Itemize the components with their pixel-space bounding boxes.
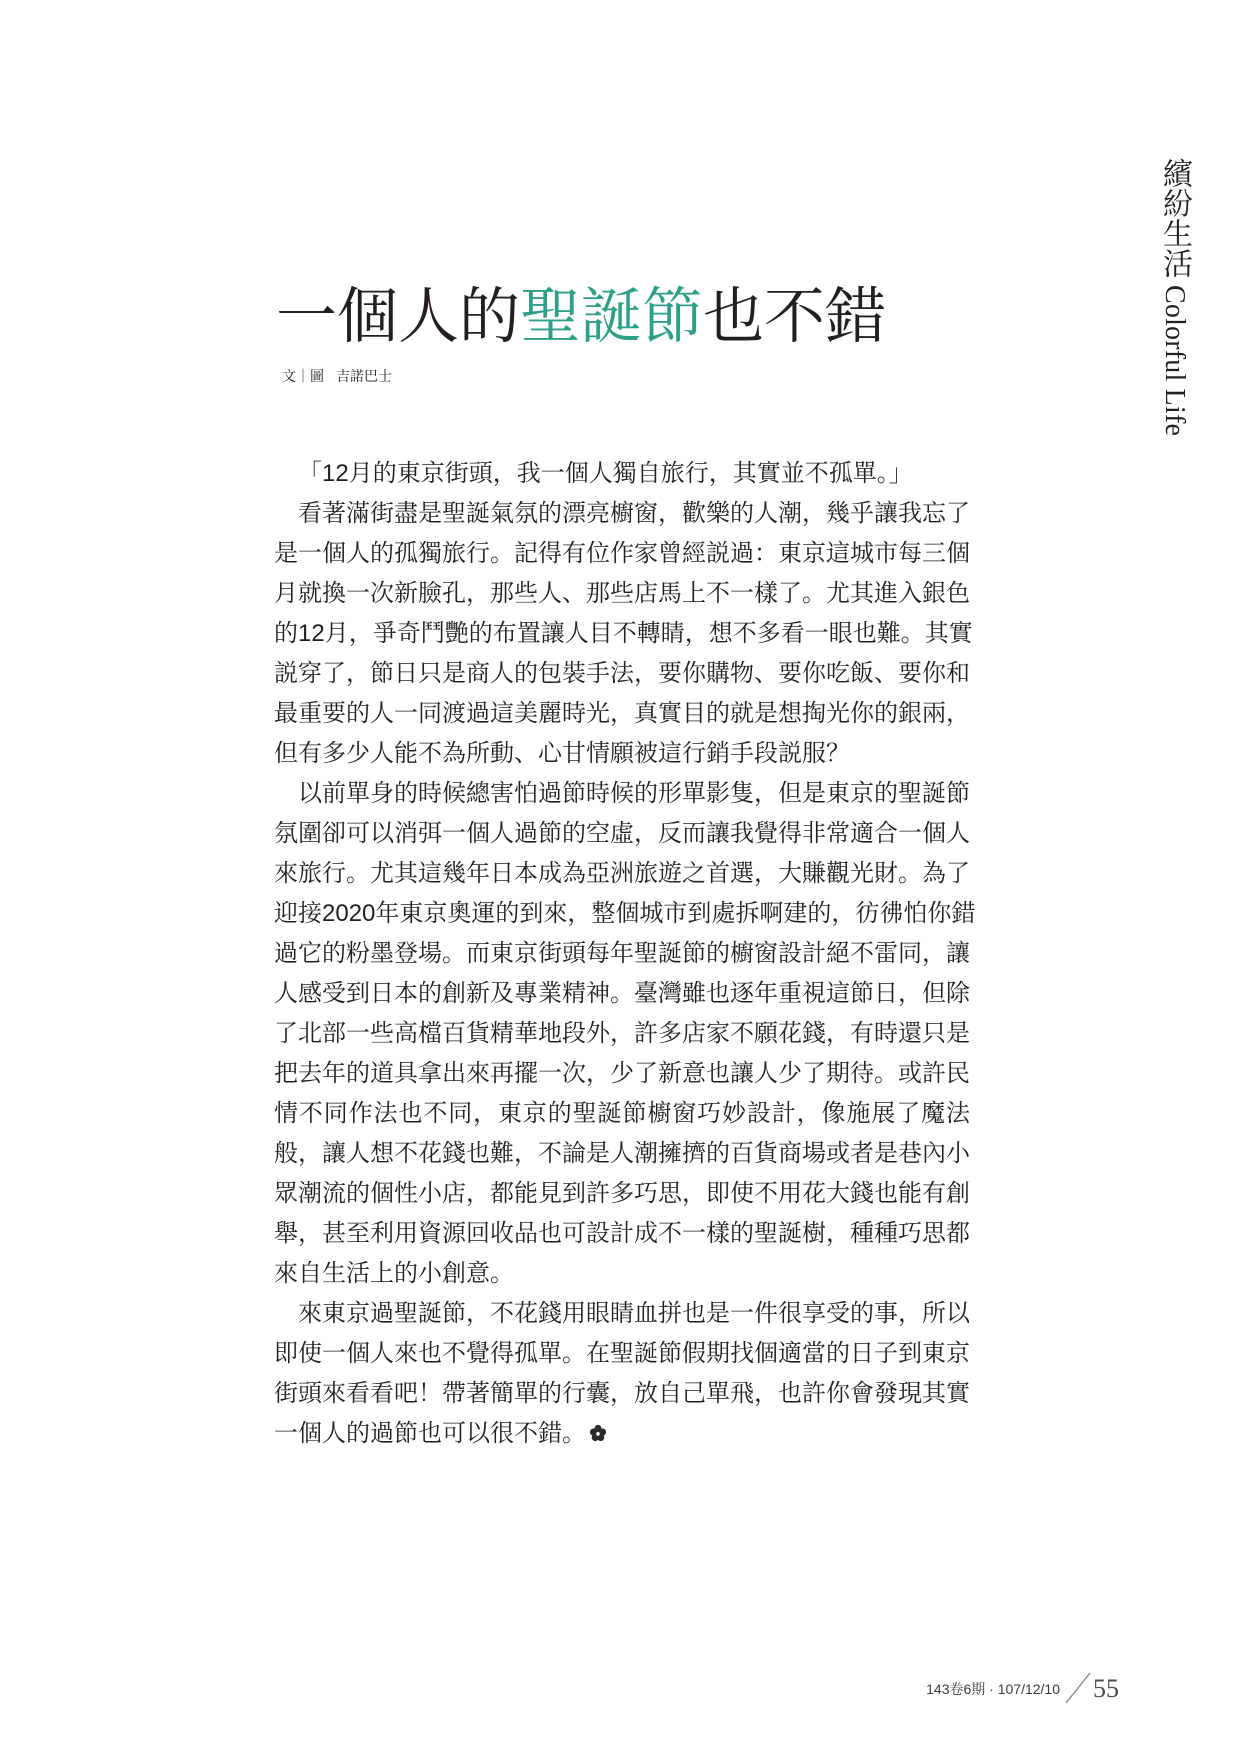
article-title [276,281,887,352]
footer-divider-slash [1064,1672,1092,1704]
body-line: 「12月的東京街頭，我一個人獨自旅行，其實並不孤單。」 [298,460,913,487]
section-label-en: Colorful Life [1159,285,1190,437]
body-line: 來旅行。尤其這幾年日本成為亞洲旅遊之首選，大賺觀光財。為了 [274,860,970,887]
body-line: 過它的粉墨登場。而東京街頭每年聖誕節的櫥窗設計絕不雷同，讓 [274,940,970,967]
body-line: 眾潮流的個性小店，都能見到許多巧思，即使不用花大錢也能有創 [274,1180,970,1207]
byline [282,367,392,385]
body-paragraph [274,1294,970,1454]
body-line: 説穿了，節日只是商人的包裝手法，要你購物、要你吃飯、要你和 [274,660,970,687]
body-line: 月就換一次新臉孔，那些人、那些店馬上不一樣了。尤其進入銀色 [274,580,970,607]
byline-author: 吉諾巴士 [336,368,392,384]
body-line: 情不同作法也不同，東京的聖誕節櫥窗巧妙設計，像施展了魔法 [274,1100,970,1127]
section-label [1157,158,1191,436]
body-paragraph [274,774,976,1294]
page-number: 55 [1093,1674,1119,1703]
body-paragraph [274,454,970,494]
body-line: 把去年的道具拿出來再擺一次，少了新意也讓人少了期待。或許民 [274,1060,970,1087]
body-line: 街頭來看看吧！帶著簡單的行囊，放自己單飛，也許你會發現其實 [274,1380,970,1407]
body-line: 氛圍卻可以消弭一個人過節的空虛，反而讓我覺得非常適合一個人 [274,820,970,847]
title-part-1: 一個人的 [276,281,521,352]
issue-info: 143卷6期 · 107/12/10 [926,1681,1060,1697]
body-line: 來東京過聖誕節，不花錢用眼睛血拼也是一件很享受的事，所以 [298,1300,970,1327]
body-line: 看著滿街盡是聖誕氣氛的漂亮櫥窗，歡樂的人潮，幾乎讓我忘了 [298,500,970,527]
section-label-zh: 繽紛生活 [1158,158,1191,278]
body-line: 舉，甚至利用資源回收品也可設計成不一樣的聖誕樹，種種巧思都 [274,1220,970,1247]
title-part-2: 也不錯 [703,281,887,352]
body-line: 一個人的過節也可以很不錯。 [274,1414,970,1454]
body-line: 是一個人的孤獨旅行。記得有位作家曾經説過：東京這城市每三個 [274,540,970,567]
body-line: 了北部一些高檔百貨精華地段外，許多店家不願花錢，有時還只是 [274,1020,970,1047]
flower-ornament-icon [589,1424,607,1442]
body-line: 即使一個人來也不覺得孤單。在聖誕節假期找個適當的日子到東京 [274,1340,970,1367]
body-paragraph [274,494,973,774]
body-line: 來自生活上的小創意。 [274,1260,514,1287]
body-line: 但有多少人能不為所動、心甘情願被這行銷手段説服？ [274,740,850,767]
byline-credit-label: 文｜圖 [282,368,324,384]
article-body [274,454,976,1454]
body-line: 般，讓人想不花錢也難，不論是人潮擁擠的百貨商場或者是巷內小 [274,1140,970,1167]
body-line: 迎接2020年東京奧運的到來，整個城市到處拆啊建的，彷彿怕你錯 [274,900,976,927]
body-line: 人感受到日本的創新及專業精神。臺灣雖也逐年重視這節日，但除 [274,980,970,1007]
title-highlight: 聖誕節 [520,281,704,352]
body-line: 以前單身的時候總害怕過節時候的形單影隻，但是東京的聖誕節 [298,780,970,807]
body-line: 最重要的人一同渡過這美麗時光，真實目的就是想掏光你的銀兩， [274,700,970,727]
body-line: 的12月，爭奇鬥艷的布置讓人目不轉睛，想不多看一眼也難。其實 [274,620,973,647]
